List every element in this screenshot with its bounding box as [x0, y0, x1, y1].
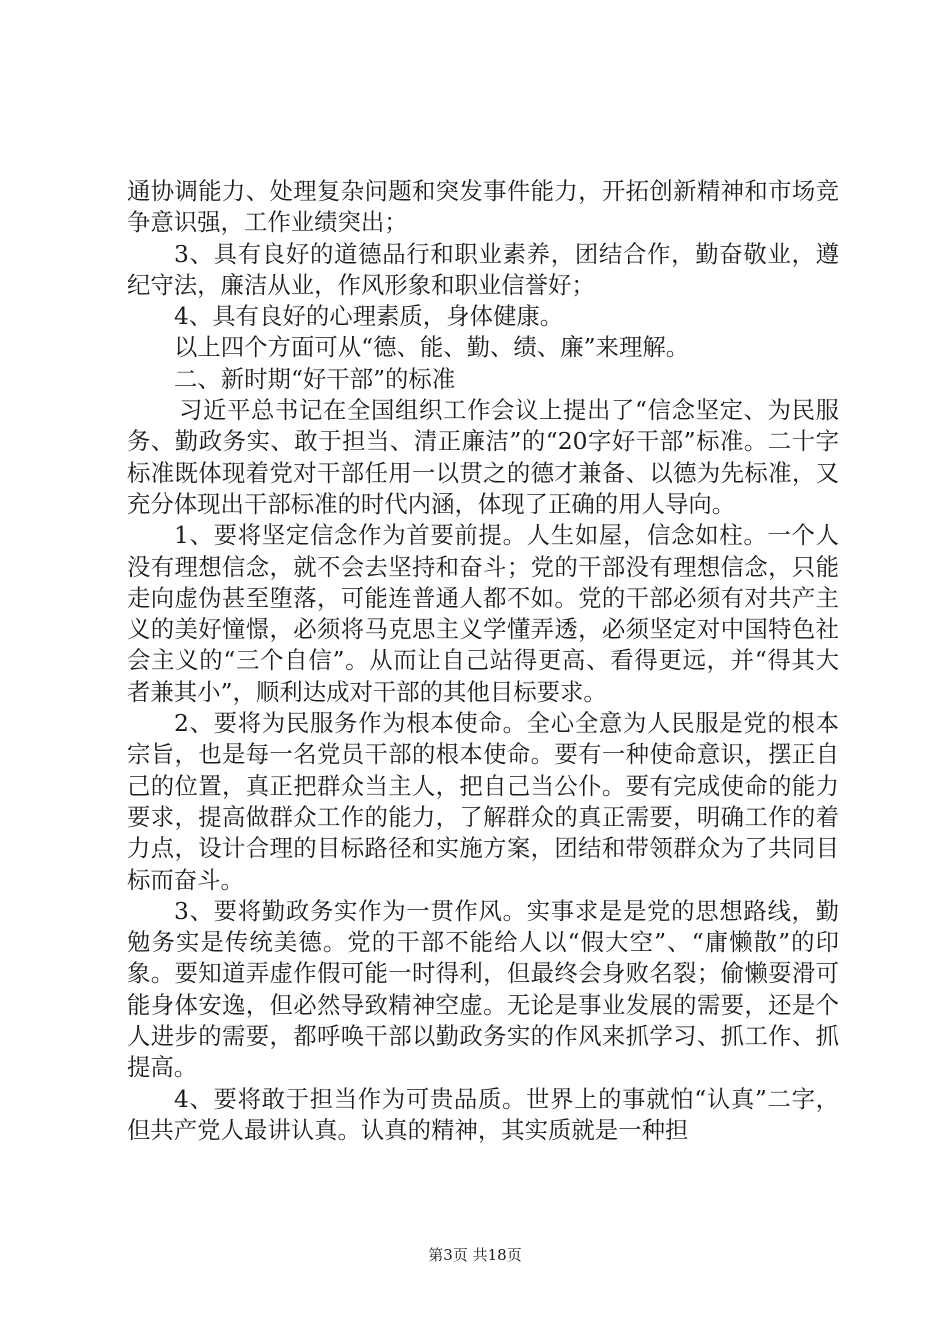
paragraph-1: 通协调能力、处理复杂问题和突发事件能力，开拓创新精神和市场竞争意识强，工作业绩突出； — [127, 177, 839, 237]
paragraph-9: 3、要将勤政务实作为一贯作风。实事求是是党的思想路线，勤勉务实是传统美德。党的干部不能给人以“假大空”、“庸懒散”的印象。要知道弄虚作假可能一时得利，但最终会身败名裂；偷懒耍滑可能身体安逸，但必然导致精神空虚。无论是事业发展的需要，还是个人进步的需要，都呼唤干部以勤政务实的作风来抓学习、抓工作、抓提高。 — [127, 896, 839, 1082]
section-heading: 二、新时期“好干部”的标准 — [174, 364, 456, 393]
paragraph-7: 1、要将坚定信念作为首要前提。人生如屋，信念如柱。一个人没有理想信念，就不会去坚持和奋斗；党的干部没有理想信念，只能走向虚伪甚至堕落，可能连普通人都不如。党的干部必须有对共产主义的美好憧憬，必须将马克思主义学懂弄透，必须坚定对中国特色社会主义的“三个自信”。从而让自己站得更高、看得更远，并“得其大者兼其小”，顺利达成对干部的其他目标要求。 — [127, 521, 839, 706]
paragraph-8: 2、要将为民服务作为根本使命。全心全意为人民服是党的根本宗旨，也是每一名党员干部的根本使命。要有一种使命意识，摆正自己的位置，真正把群众当主人，把自己当公仆。要有完成使命的能力要求，提高做群众工作的能力，了解群众的真正需要，明确工作的着力点，设计合理的目标路径和实施方案，团结和带领群众为了共同目标而奋斗。 — [127, 709, 839, 894]
page-footer: 第3页 共18页 — [428, 1246, 522, 1264]
document-body — [127, 176, 839, 1146]
paragraph-10: 4、要将敢于担当作为可贵品质。世界上的事就怕“认真”二字，但共产党人最讲认真。认真的精神，其实质就是一种担 — [127, 1084, 839, 1144]
paragraph-4: 以上四个方面可从“德、能、勤、绩、廉”来理解。 — [174, 333, 690, 362]
paragraph-2: 3、具有良好的道德品行和职业素养，团结合作，勤奋敬业，遵纪守法，廉洁从业，作风形象和职业信誉好； — [127, 239, 839, 299]
paragraph-3: 4、具有良好的心理素质，身体健康。 — [174, 302, 564, 331]
paragraph-6: 习近平总书记在全国组织工作会议上提出了“信念坚定、为民服务、勤政务实、敢于担当、清正廉洁”的“20字好干部”标准。二十字标准既体现着党对干部任用一以贯之的德才兼备、以德为先标准，又充分体现出干部标准的时代内涵，体现了正确的用人导向。 — [127, 396, 839, 518]
